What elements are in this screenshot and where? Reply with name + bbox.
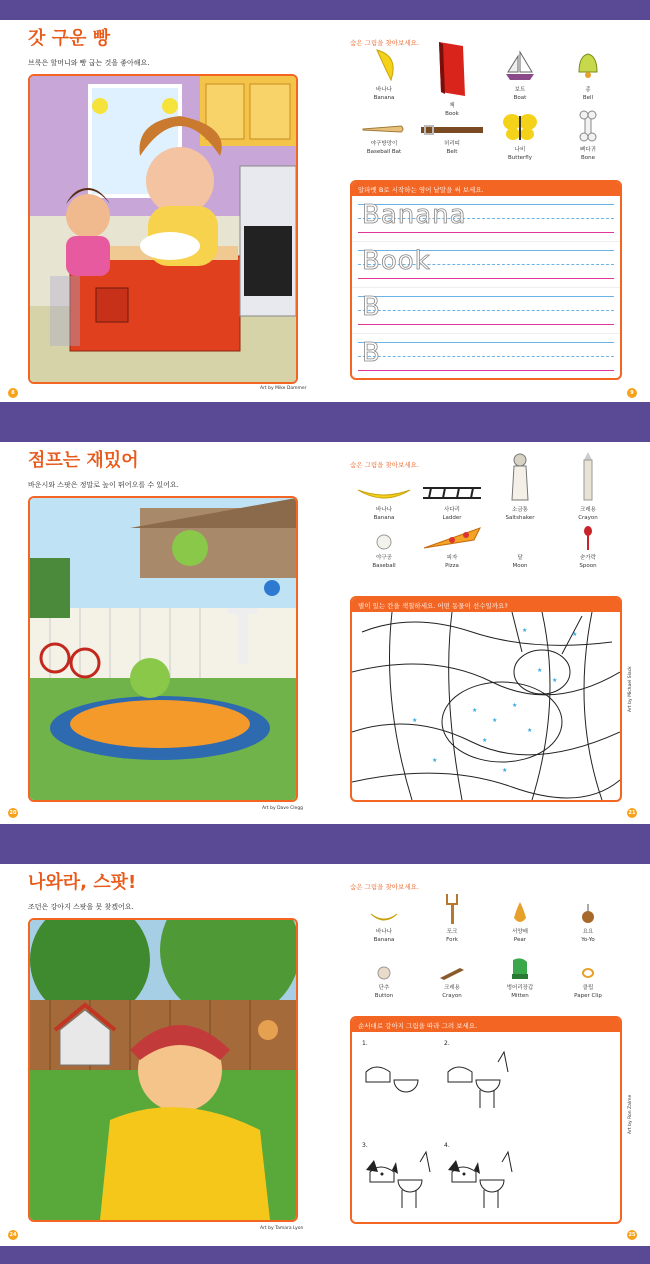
- item-label-ko: 보트: [514, 87, 526, 93]
- step-label: 3.: [362, 1142, 368, 1149]
- spread-bread: [0, 20, 650, 402]
- hidden-item: [486, 530, 554, 570]
- item-label-ko: 바나나: [376, 507, 392, 513]
- item-label-en: Book: [445, 111, 459, 117]
- hidden-items: [350, 900, 622, 1016]
- item-label-en: Ladder: [442, 515, 462, 521]
- item-label-ko: 종: [585, 87, 591, 93]
- item-label-ko: 벙어리장갑: [506, 985, 534, 991]
- step-label: 4.: [444, 1142, 450, 1149]
- item-label-en: Paper Clip: [574, 993, 602, 999]
- hidden-items: [350, 470, 622, 596]
- hidden-item: [486, 900, 554, 944]
- item-label-en: Pizza: [445, 563, 459, 569]
- hidden-item: [486, 956, 554, 1000]
- pizza-icon: [418, 526, 486, 550]
- svg-text:★: ★: [552, 677, 558, 684]
- banana-icon: [350, 900, 418, 924]
- activity-heading: 알파벳 B로 시작하는 영어 낱말을 써 보세요.: [352, 182, 620, 196]
- item-label-en: Saltshaker: [505, 515, 535, 521]
- item-label-en: Mitten: [511, 993, 529, 999]
- item-label-ko: 허리띠: [444, 141, 460, 147]
- crayon-icon: [554, 448, 622, 502]
- item-label-ko: 포크: [446, 929, 458, 935]
- page-number: 24: [9, 1232, 17, 1238]
- paperclip-icon: [554, 956, 622, 980]
- spread-spot: [0, 864, 650, 1246]
- tracing-row: [352, 334, 620, 380]
- page-title: 점프는 재밌어: [28, 450, 139, 471]
- item-label-en: Boat: [513, 95, 527, 101]
- hidden-item: [554, 900, 622, 944]
- left-page: [0, 20, 325, 402]
- illustration-credit: Art by Tamara Lyon: [260, 1226, 304, 1231]
- item-label-ko: 단추: [378, 985, 390, 991]
- backyard-illustration: [28, 496, 298, 802]
- item-label-ko: 나비: [514, 147, 526, 153]
- hidden-item: [554, 110, 622, 162]
- page-number: 21: [628, 810, 636, 816]
- tracing-row: [352, 196, 620, 242]
- find-heading: 숨은 그림을 찾아보세요.: [350, 461, 419, 469]
- item-label-en: Banana: [373, 515, 395, 521]
- trace-word: Banana: [362, 200, 467, 230]
- hidden-item: [418, 900, 486, 944]
- item-label-en: Banana: [373, 937, 395, 943]
- hidden-item: [486, 450, 554, 522]
- hidden-item: [486, 110, 554, 162]
- hidden-item: [418, 956, 486, 1000]
- item-label-ko: 뼈다귀: [580, 147, 596, 153]
- item-label-en: Spoon: [579, 563, 597, 569]
- item-label-ko: 바나나: [376, 87, 392, 93]
- page-title: 갓 구운 빵: [28, 28, 111, 49]
- divider-band: [0, 824, 650, 864]
- item-label-ko: 야구공: [376, 555, 392, 561]
- hidden-item: [350, 530, 418, 570]
- step-label: 1.: [362, 1040, 368, 1047]
- hidden-items: [350, 50, 622, 180]
- page-number: 25: [628, 1232, 636, 1238]
- bat-icon: [350, 116, 418, 136]
- item-label-ko: 사다리: [444, 507, 460, 513]
- svg-text:★: ★: [502, 767, 508, 774]
- item-label-ko: 클립: [582, 985, 594, 991]
- butterfly-icon: [486, 110, 554, 142]
- svg-text:★: ★: [412, 717, 418, 724]
- svg-text:★: ★: [572, 631, 578, 638]
- svg-text:★: ★: [432, 757, 438, 764]
- yoyo-icon: [554, 900, 622, 924]
- page-number: 9: [627, 388, 637, 398]
- hidden-item: [350, 50, 418, 102]
- crayon-icon: [418, 956, 486, 980]
- item-label-ko: 크레용: [580, 507, 596, 513]
- item-label-en: Banana: [373, 95, 395, 101]
- hidden-item: [554, 50, 622, 102]
- page-number: 8: [8, 388, 18, 398]
- bone-icon: [554, 110, 622, 142]
- svg-text:★: ★: [537, 667, 543, 674]
- trace-word: B: [362, 338, 381, 368]
- item-label-en: Moon: [512, 563, 528, 569]
- fork-icon: [418, 900, 486, 924]
- page-subtitle: 브룩은 할머니와 빵 굽는 것을 좋아해요.: [28, 59, 150, 67]
- item-label-en: Bell: [582, 95, 594, 101]
- color-puzzle: [352, 612, 620, 800]
- baseball-icon: [350, 530, 418, 550]
- item-label-en: Butterfly: [508, 155, 532, 161]
- item-label-ko: 요요: [582, 929, 594, 935]
- spoon-icon: [554, 526, 622, 550]
- hidden-item: [418, 470, 486, 522]
- side-credit: Art by Michael Slack: [628, 666, 633, 712]
- hidden-item: [350, 470, 418, 522]
- find-heading: 숨은 그림을 찾아보세요.: [350, 883, 419, 891]
- item-label-ko: 피자: [446, 555, 458, 561]
- saltshaker-icon: [486, 450, 554, 502]
- svg-text:★: ★: [522, 627, 528, 634]
- hidden-item: [350, 116, 418, 156]
- item-label-en: Fork: [446, 937, 458, 943]
- hidden-item: [418, 116, 486, 156]
- hidden-item: [350, 900, 418, 944]
- dog-drawing-steps: [352, 1032, 620, 1222]
- drawing-activity: [350, 1016, 622, 1224]
- item-label-en: Belt: [446, 149, 458, 155]
- page-number: 20: [9, 810, 17, 816]
- trace-word: Book: [362, 246, 431, 276]
- mitten-icon: [486, 956, 554, 980]
- hidden-item: [554, 956, 622, 1000]
- hidden-item: [554, 448, 622, 522]
- spread-jump: [0, 442, 650, 824]
- item-label-ko: 바나나: [376, 929, 392, 935]
- item-label-ko: 책: [449, 103, 455, 109]
- yard-illustration: [28, 918, 298, 1222]
- item-label-en: Bone: [580, 155, 595, 161]
- pear-icon: [486, 900, 554, 924]
- activity-heading: 순서대로 강아지 그림을 따라 그려 보세요.: [352, 1018, 620, 1032]
- svg-text:★: ★: [472, 707, 478, 714]
- tracing-activity: [350, 180, 622, 380]
- moon-icon: [486, 530, 554, 550]
- button-icon: [350, 956, 418, 980]
- item-label-en: Button: [374, 993, 394, 999]
- belt-icon: [418, 116, 486, 136]
- hidden-item: [554, 526, 622, 570]
- activity-heading: 별이 있는 칸을 색칠하세요. 어떤 동물이 선수일까요?: [352, 598, 620, 612]
- kitchen-illustration: [28, 74, 298, 384]
- item-label-ko: 크레용: [444, 985, 460, 991]
- item-label-en: Pear: [513, 937, 527, 943]
- item-label-ko: 달: [517, 555, 523, 561]
- book-icon: [418, 36, 486, 98]
- hidden-item: [418, 526, 486, 570]
- hidden-item: [486, 50, 554, 102]
- svg-text:★: ★: [512, 702, 518, 709]
- page-subtitle: 바운시와 스팟은 정말로 높이 뛰어오를 수 있어요.: [28, 481, 179, 489]
- find-heading: 숨은 그림을 찾아보세요.: [350, 39, 419, 47]
- item-label-en: Baseball Bat: [366, 149, 402, 155]
- item-label-en: Yo-Yo: [581, 937, 595, 943]
- item-label-en: Baseball: [372, 563, 396, 569]
- page-subtitle: 조던은 강아지 스팟을 못 찾겠어요.: [28, 903, 134, 911]
- item-label-ko: 소금통: [512, 507, 528, 513]
- banana-icon: [350, 470, 418, 502]
- tracing-row: [352, 242, 620, 288]
- illustration-credit: Art by Dave Clegg: [262, 806, 304, 811]
- illustration-credit: Art by Mike Dammer: [260, 386, 307, 391]
- hidden-item: [418, 36, 486, 118]
- side-credit: Art by Ron Zalme: [628, 1094, 633, 1134]
- bell-icon: [554, 50, 622, 82]
- color-by-star-activity: [350, 596, 622, 802]
- item-label-en: Crayon: [442, 993, 462, 999]
- divider-band: [0, 402, 650, 442]
- item-label-ko: 숟가락: [580, 555, 596, 561]
- banana-icon: [350, 50, 418, 82]
- svg-text:★: ★: [527, 727, 533, 734]
- top-band: [0, 0, 650, 20]
- step-label: 2.: [444, 1040, 450, 1047]
- svg-text:★: ★: [482, 737, 488, 744]
- boat-icon: [486, 50, 554, 82]
- trace-word: B: [362, 292, 381, 322]
- hidden-item: [350, 956, 418, 1000]
- svg-text:★: ★: [492, 717, 498, 724]
- item-label-en: Crayon: [578, 515, 598, 521]
- item-label-ko: 야구방망이: [370, 141, 398, 147]
- bottom-band: [0, 1246, 650, 1264]
- ladder-icon: [418, 470, 486, 502]
- page-title: 나와라, 스팟!: [28, 872, 137, 893]
- item-label-ko: 서양배: [512, 929, 528, 935]
- tracing-row: [352, 288, 620, 334]
